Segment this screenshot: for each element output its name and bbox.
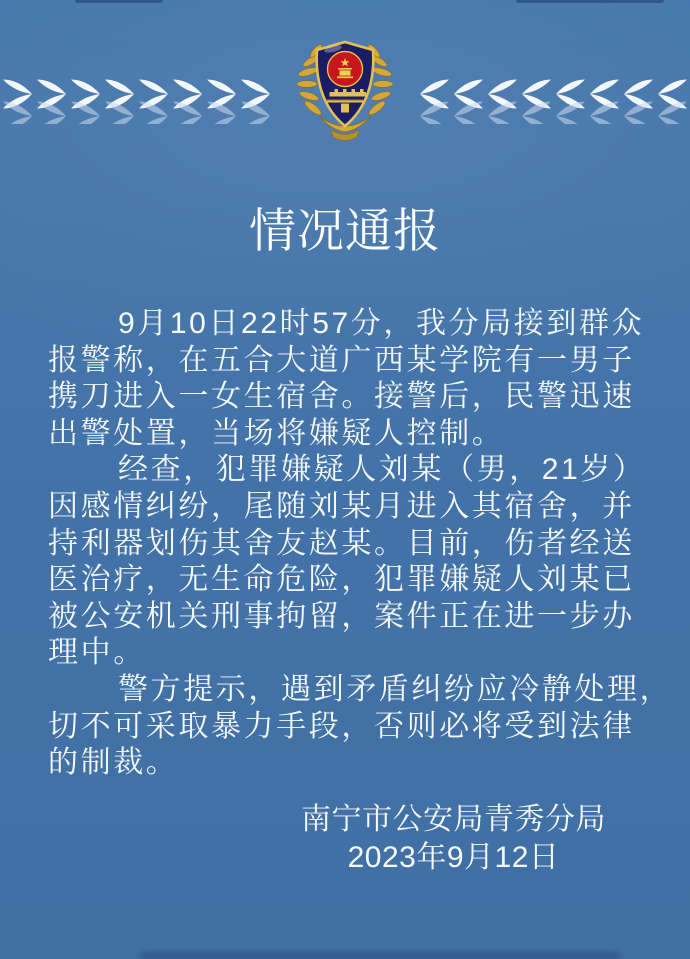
- notice-line: 的制裁。: [48, 746, 179, 780]
- notice-title: 情况通报: [249, 204, 441, 257]
- notice-line: 医治疗，无生命危险，犯罪嫌疑人刘某已: [48, 563, 635, 597]
- notice-line: 9月10日22时57分，我分局接到群众: [118, 307, 645, 340]
- notice-line: 被公安机关刑事拘留，案件正在进一步办: [48, 599, 635, 633]
- notice-line: 经查，犯罪嫌疑人刘某（男，21岁）: [118, 453, 646, 487]
- issuing-authority: 南宁市公安局青秀分局: [301, 803, 606, 836]
- notice-line: 持利器划伤其舍友赵某。目前，伤者经送: [48, 526, 635, 560]
- laurel-band-left-icon: [0, 76, 270, 124]
- notice-body: [48, 306, 673, 782]
- police-badge-icon: [297, 36, 393, 142]
- laurel-band-right-icon: [420, 76, 690, 124]
- notice-line: 报警称，在五合大道广西某学院有一男子: [48, 343, 635, 377]
- notice-line: 理中。: [48, 636, 146, 670]
- notice-line: 出警处置，当场将嫌疑人控制。: [48, 416, 505, 450]
- signature-block: [301, 801, 606, 876]
- notice-line: 切不可采取暴力手段，否则必将受到法律: [48, 709, 635, 743]
- notice-line: 携刀进入一女生宿舍。接警后，民警迅速: [48, 380, 635, 414]
- notice-paragraph-2: [48, 452, 654, 672]
- top-edge-artifact-left: [75, 0, 163, 3]
- notice-paragraph-3: [48, 672, 673, 782]
- top-edge-artifact-right: [516, 0, 664, 3]
- notice-paragraph-1: [48, 306, 654, 452]
- bottom-edge-artifact: [140, 952, 620, 959]
- notice-line: 警方提示，遇到矛盾纠纷应冷静处理，: [118, 672, 673, 706]
- issue-date: 2023年9月12日: [347, 840, 560, 874]
- notice-line: 因感情纠纷，尾随刘某月进入其宿舍，并: [48, 489, 635, 523]
